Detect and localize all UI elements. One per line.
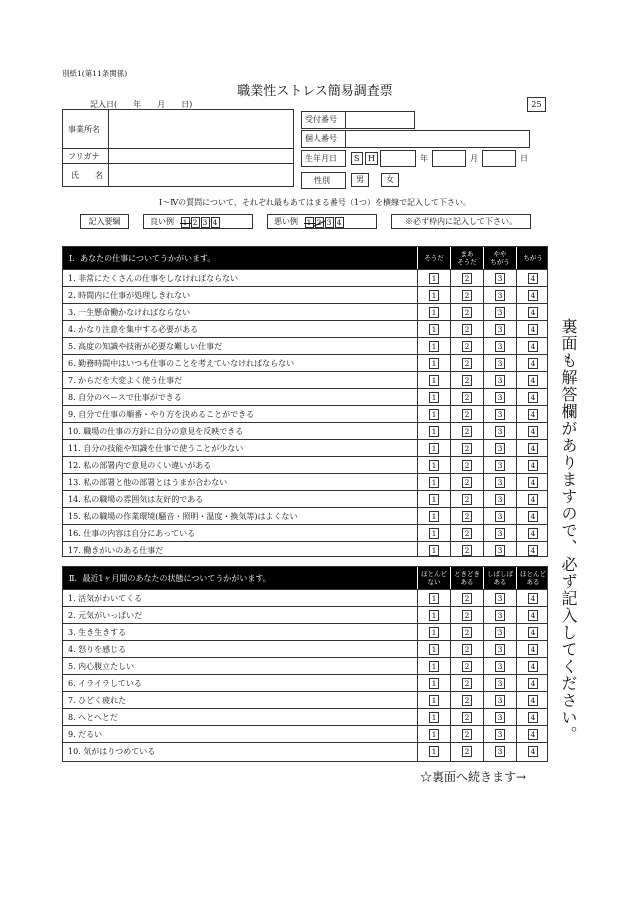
section1-question-text: 3. 一生懸命働かなければならない (68, 308, 191, 317)
section1-question-row (63, 371, 547, 388)
section1-question-row (63, 507, 547, 524)
section1-answer-box-3[interactable]: 3 (495, 307, 505, 318)
section1-answer-box-2[interactable]: 2 (462, 511, 472, 522)
section2-header (63, 567, 547, 589)
section1-answer-box-2[interactable]: 2 (462, 494, 472, 505)
section1-question-text: 7. からだを大変よく使う仕事だ (68, 376, 183, 385)
section2-question-row (63, 589, 547, 606)
section2-answer-box-1[interactable]: 1 (429, 610, 439, 621)
section2-answer-box-2[interactable]: 2 (462, 678, 472, 689)
section2-question-row (63, 606, 547, 623)
section1-answer-box-2[interactable]: 2 (462, 426, 472, 437)
section2-choice-header-1: ほとんど ない (417, 567, 450, 589)
section1-answer-box-2[interactable]: 2 (462, 307, 472, 318)
reception-field[interactable] (345, 111, 415, 129)
section2-answer-box-2[interactable]: 2 (462, 610, 472, 621)
section2-answer-box-4[interactable]: 4 (528, 593, 538, 604)
section1-answer-box-4[interactable]: 4 (528, 290, 538, 301)
reception-label: 受付番号 (301, 111, 346, 129)
section1-question-row (63, 286, 547, 303)
section1-answer-box-2[interactable]: 2 (462, 409, 472, 420)
section2-choice-header-2: ときどき ある (450, 567, 483, 589)
era-s-option[interactable]: S (351, 152, 363, 165)
page-title: 職業性ストレス簡易調査票 (237, 84, 393, 99)
section1-answer-box-1[interactable]: 1 (429, 426, 439, 437)
section1-question-text: 13. 私の部署と他の部署とはうまが合わない (68, 478, 228, 487)
section1-answer-box-3[interactable]: 3 (495, 375, 505, 386)
section2-answer-box-3[interactable]: 3 (495, 644, 505, 655)
section1-choice-header-2: まあ そうだ (450, 247, 483, 269)
section1-answer-box-4[interactable]: 4 (528, 307, 538, 318)
section1-answer-box-4[interactable]: 4 (528, 494, 538, 505)
section1-answer-box-4[interactable]: 4 (528, 511, 538, 522)
section2-question-row (63, 657, 547, 674)
office-field[interactable] (109, 110, 293, 147)
good-example-label: 良い例 (150, 217, 174, 226)
section1-question-row (63, 337, 547, 354)
section2-question-text: 2. 元気がいっぱいだ (68, 611, 143, 620)
section2-question-text: 1. 活気がわいてくる (68, 594, 143, 603)
section2-answer-box-1[interactable]: 1 (429, 678, 439, 689)
section2-answer-box-1[interactable]: 1 (429, 661, 439, 672)
section1-answer-box-1[interactable]: 1 (429, 341, 439, 352)
birth-label: 生年月日 (301, 150, 346, 167)
bad-example-digit-2: 2 (315, 217, 324, 228)
section1-answer-box-1[interactable]: 1 (429, 273, 439, 284)
section2-answer-box-3[interactable]: 3 (495, 746, 505, 757)
gender-male-option[interactable]: 男 (351, 173, 369, 187)
bad-example-digit-4: 4 (335, 217, 344, 228)
good-example-digit-3: 3 (201, 217, 210, 228)
good-example-digit-4: 4 (211, 217, 220, 228)
section1-question-row (63, 524, 547, 541)
section1-answer-box-2[interactable]: 2 (462, 324, 472, 335)
section1-answer-box-2[interactable]: 2 (462, 477, 472, 488)
section1-answer-box-1[interactable]: 1 (429, 545, 439, 556)
section1-answer-box-3[interactable]: 3 (495, 494, 505, 505)
section2-answer-box-3[interactable]: 3 (495, 610, 505, 621)
section1-question-text: 8. 自分のペースで仕事ができる (68, 393, 182, 402)
section2-answer-box-2[interactable]: 2 (462, 593, 472, 604)
section2-question-text: 5. 内心腹立たしい (68, 662, 135, 671)
section2-answer-box-1[interactable]: 1 (429, 746, 439, 757)
section2-question-row (63, 725, 547, 742)
section2-answer-box-4[interactable]: 4 (528, 729, 538, 740)
section1-question-row (63, 473, 547, 490)
section1-question-text: 4. かなり注意を集中する必要がある (68, 325, 199, 334)
personal-field[interactable] (345, 130, 530, 148)
section2-answer-box-2[interactable]: 2 (462, 661, 472, 672)
section1-answer-box-4[interactable]: 4 (528, 426, 538, 437)
section2-answer-box-4[interactable]: 4 (528, 627, 538, 638)
section2-question-text: 9. だるい (68, 730, 103, 739)
section1-answer-box-1[interactable]: 1 (429, 324, 439, 335)
section2-answer-box-4[interactable]: 4 (528, 695, 538, 706)
furigana-field[interactable] (109, 149, 293, 162)
section1-answer-box-4[interactable]: 4 (528, 443, 538, 454)
birth-year-field[interactable] (380, 150, 416, 167)
section1-choice-header-4: ちがう (516, 247, 549, 269)
birth-day-field[interactable] (482, 150, 516, 167)
continued-note: ☆裏面へ続きます→ (420, 770, 527, 784)
section1-answer-box-4[interactable]: 4 (528, 528, 538, 539)
section1-answer-box-2[interactable]: 2 (462, 358, 472, 369)
section2-answer-box-2[interactable]: 2 (462, 644, 472, 655)
section1-table (62, 246, 548, 557)
section1-answer-box-2[interactable]: 2 (462, 341, 472, 352)
section2-question-text: 8. へとへとだ (68, 713, 118, 722)
section1-question-row (63, 388, 547, 405)
section1-question-text: 6. 勤務時間中はいつも仕事のことを考えていなければならない (68, 359, 295, 368)
section2-question-row (63, 674, 547, 691)
section1-answer-box-2[interactable]: 2 (462, 273, 472, 284)
section1-answer-box-4[interactable]: 4 (528, 392, 538, 403)
section2-answer-box-1[interactable]: 1 (429, 729, 439, 740)
section1-answer-box-3[interactable]: 3 (495, 392, 505, 403)
section2-answer-box-2[interactable]: 2 (462, 695, 472, 706)
bad-example-digit-3: 3 (325, 217, 334, 228)
section1-question-row (63, 490, 547, 507)
section1-answer-box-3[interactable]: 3 (495, 358, 505, 369)
personal-label: 個人番号 (301, 130, 346, 148)
section1-answer-box-3[interactable]: 3 (495, 409, 505, 420)
section1-header (63, 247, 547, 269)
section1-answer-box-3[interactable]: 3 (495, 443, 505, 454)
section1-answer-box-2[interactable]: 2 (462, 443, 472, 454)
section2-answer-box-1[interactable]: 1 (429, 644, 439, 655)
name-label: 氏 名 (71, 171, 103, 180)
section1-answer-box-2[interactable]: 2 (462, 375, 472, 386)
birth-day-unit: 日 (520, 154, 528, 163)
section2-question-text: 6. イライラしている (68, 679, 142, 688)
section2-question-text: 7. ひどく疲れた (68, 696, 127, 705)
section2-answer-box-4[interactable]: 4 (528, 746, 538, 757)
furigana-label: フリガナ (68, 152, 100, 161)
section2-question-row (63, 640, 547, 657)
date-label: 記入日( 年 月 日) (90, 100, 193, 109)
section1-question-text: 14. 私の職場の雰囲気は友好的である (68, 495, 204, 504)
section2-choice-header-4: ほとんど ある (516, 567, 549, 589)
section2-question-text: 4. 怒りを感じる (68, 645, 127, 654)
section1-answer-box-3[interactable]: 3 (495, 324, 505, 335)
section2-question-text: 10. 気がはりつめている (68, 747, 156, 756)
section1-answer-box-3[interactable]: 3 (495, 341, 505, 352)
section2-answer-box-2[interactable]: 2 (462, 746, 472, 757)
section1-question-text: 11. 自分の技能や知識を仕事で使うことが少ない (68, 444, 244, 453)
birth-month-field[interactable] (432, 150, 466, 167)
section1-question-text: 2. 時間内に仕事が処理しきれない (68, 291, 191, 300)
section1-answer-box-1[interactable]: 1 (429, 477, 439, 488)
section1-answer-box-3[interactable]: 3 (495, 528, 505, 539)
section1-answer-box-2[interactable]: 2 (462, 460, 472, 471)
page-number-box: 25 (527, 97, 546, 112)
good-example-digit-2: 2 (191, 217, 200, 228)
section2-answer-box-3[interactable]: 3 (495, 712, 505, 723)
section1-answer-box-4[interactable]: 4 (528, 460, 538, 471)
section2-answer-box-1[interactable]: 1 (429, 627, 439, 638)
section1-answer-box-1[interactable]: 1 (429, 494, 439, 505)
section2-question-text: 3. 生き生きする (68, 628, 127, 637)
bad-example (267, 214, 377, 229)
birth-year-unit: 年 (420, 154, 428, 163)
section1-question-text: 1. 非常にたくさんの仕事をしなければならない (68, 274, 239, 283)
section1-question-row (63, 422, 547, 439)
era-h-option[interactable]: H (365, 152, 378, 165)
section1-answer-box-4[interactable]: 4 (528, 273, 538, 284)
section1-answer-box-2[interactable]: 2 (462, 392, 472, 403)
section2-answer-box-3[interactable]: 3 (495, 695, 505, 706)
section1-choice-header-3: やや ちがう (483, 247, 516, 269)
section1-answer-box-1[interactable]: 1 (429, 460, 439, 471)
section2-answer-box-2[interactable]: 2 (462, 712, 472, 723)
section1-answer-box-1[interactable]: 1 (429, 290, 439, 301)
section1-question-text: 10. 職場の仕事の方針に自分の意見を反映できる (68, 427, 244, 436)
section2-choice-header-3: しばしば ある (483, 567, 516, 589)
gender-label: 性別 (301, 172, 346, 189)
bad-example-label: 悪い例 (274, 217, 298, 226)
section1-question-row (63, 320, 547, 337)
section1-answer-box-4[interactable]: 4 (528, 341, 538, 352)
section1-answer-box-3[interactable]: 3 (495, 290, 505, 301)
section1-answer-box-4[interactable]: 4 (528, 477, 538, 488)
section1-answer-box-1[interactable]: 1 (429, 307, 439, 318)
section1-answer-box-1[interactable]: 1 (429, 528, 439, 539)
section1-question-text: 15. 私の職場の作業環境(騒音・照明・温度・換気等)はよくない (68, 512, 298, 521)
section2-answer-box-3[interactable]: 3 (495, 729, 505, 740)
section2-answer-box-3[interactable]: 3 (495, 661, 505, 672)
section2-answer-box-3[interactable]: 3 (495, 593, 505, 604)
name-field[interactable] (109, 164, 293, 186)
section1-question-row (63, 269, 547, 286)
section1-answer-box-3[interactable]: 3 (495, 545, 505, 556)
section1-answer-box-1[interactable]: 1 (429, 511, 439, 522)
section2-answer-box-1[interactable]: 1 (429, 712, 439, 723)
section2-answer-box-4[interactable]: 4 (528, 644, 538, 655)
section1-answer-box-4[interactable]: 4 (528, 545, 538, 556)
section2-answer-box-4[interactable]: 4 (528, 610, 538, 621)
section1-question-row (63, 405, 547, 422)
section1-answer-box-4[interactable]: 4 (528, 358, 538, 369)
section1-answer-box-1[interactable]: 1 (429, 358, 439, 369)
section1-answer-box-3[interactable]: 3 (495, 477, 505, 488)
section2-answer-box-1[interactable]: 1 (429, 593, 439, 604)
section1-question-row (63, 439, 547, 456)
section1-question-row (63, 456, 547, 473)
section2-answer-box-2[interactable]: 2 (462, 627, 472, 638)
instruction-text: Ⅰ～Ⅳの質問について、それぞれ最もあてはまる番号（1つ）を横線で記入して下さい。 (159, 198, 471, 207)
section1-question-row (63, 541, 547, 558)
section1-question-text: 17. 働きがいのある仕事だ (68, 546, 164, 555)
section1-answer-box-4[interactable]: 4 (528, 324, 538, 335)
bad-example-digit-1: 1 (305, 217, 314, 228)
section2-table (62, 566, 548, 762)
section2-answer-box-4[interactable]: 4 (528, 661, 538, 672)
section2-question-row (63, 708, 547, 725)
guide-label: 記入要綱 (80, 214, 129, 229)
section1-answer-box-2[interactable]: 2 (462, 528, 472, 539)
section2-answer-box-1[interactable]: 1 (429, 695, 439, 706)
section2-question-row (63, 691, 547, 708)
section1-question-row (63, 354, 547, 371)
section1-answer-box-3[interactable]: 3 (495, 511, 505, 522)
section1-answer-box-1[interactable]: 1 (429, 409, 439, 420)
section1-answer-box-2[interactable]: 2 (462, 290, 472, 301)
section2-answer-box-2[interactable]: 2 (462, 729, 472, 740)
section1-answer-box-4[interactable]: 4 (528, 409, 538, 420)
section1-question-text: 16. 仕事の内容は自分にあっている (68, 529, 196, 538)
section1-answer-box-2[interactable]: 2 (462, 545, 472, 556)
section1-answer-box-3[interactable]: 3 (495, 273, 505, 284)
office-label: 事業所名 (68, 125, 100, 134)
birth-month-unit: 月 (470, 154, 478, 163)
side-note: 裏面も解答欄がありますので、必ず記入してください。 (559, 318, 578, 743)
section1-question-text: 12. 私の部署内で意見のくい違いがある (68, 461, 212, 470)
section1-question-row (63, 303, 547, 320)
section2-answer-box-3[interactable]: 3 (495, 678, 505, 689)
info-table-left (62, 109, 294, 187)
section1-choice-header-1: そうだ (417, 247, 450, 269)
section1-answer-box-4[interactable]: 4 (528, 375, 538, 386)
section2-title: Ⅱ．最近1ヶ月間のあなたの状態についてうかがいます。 (69, 574, 271, 583)
section1-question-text: 9. 自分で仕事の順番・やり方を決めることができる (68, 410, 255, 419)
section1-question-text: 5. 高度の知識や技術が必要な難しい仕事だ (68, 342, 223, 351)
section1-answer-box-3[interactable]: 3 (495, 426, 505, 437)
section1-title: Ⅰ．あなたの仕事についてうかがいます。 (69, 254, 216, 263)
note-label: ※必ず枠内に記入して下さい。 (391, 214, 531, 229)
section2-question-row (63, 742, 547, 759)
section2-answer-box-4[interactable]: 4 (528, 712, 538, 723)
section1-answer-box-1[interactable]: 1 (429, 443, 439, 454)
gender-female-option[interactable]: 女 (381, 173, 399, 187)
section1-answer-box-3[interactable]: 3 (495, 460, 505, 471)
annex-label: 別紙1(第11条関係) (62, 69, 128, 78)
good-example (143, 214, 253, 229)
section1-answer-box-1[interactable]: 1 (429, 392, 439, 403)
section2-answer-box-4[interactable]: 4 (528, 678, 538, 689)
section1-answer-box-1[interactable]: 1 (429, 375, 439, 386)
section2-answer-box-3[interactable]: 3 (495, 627, 505, 638)
good-example-digit-1: 1 (181, 217, 190, 228)
section2-question-row (63, 623, 547, 640)
